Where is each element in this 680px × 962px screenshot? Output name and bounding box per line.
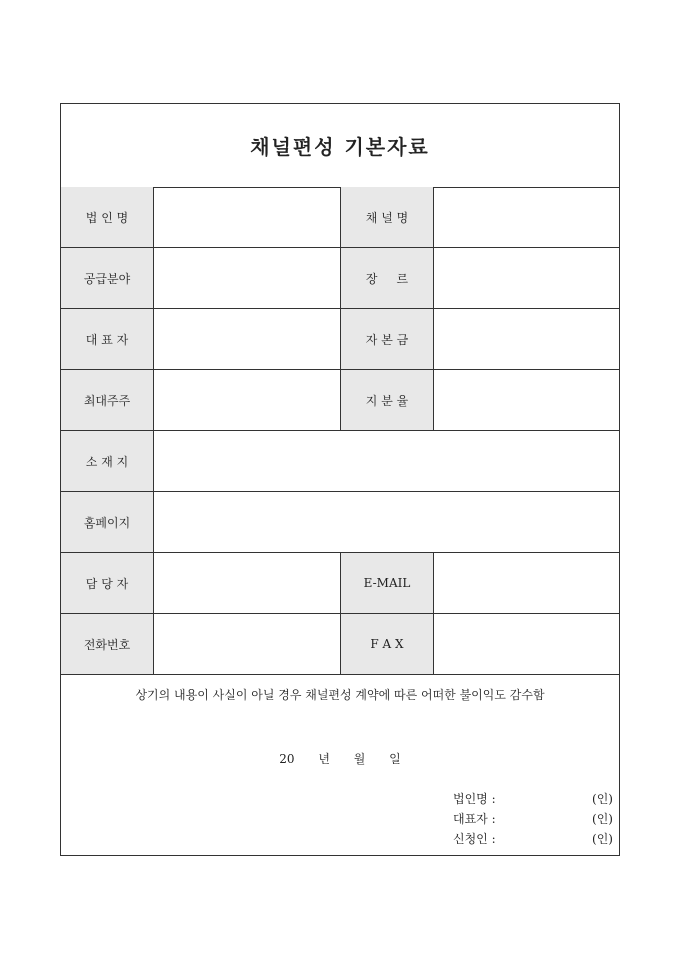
date-year: 20 (279, 752, 295, 766)
field-channel-name[interactable] (434, 187, 620, 247)
footer (61, 677, 619, 857)
field-share-ratio[interactable] (434, 370, 620, 430)
row-corporate-name (61, 187, 619, 248)
signature-label: 신청인 : (453, 832, 496, 846)
label-homepage: 홈페이지 (61, 492, 154, 552)
row-address (61, 431, 619, 492)
field-genre[interactable] (434, 248, 620, 308)
seal-mark: (인) (592, 832, 613, 846)
label-major-shareholder: 최대주주 (61, 370, 154, 430)
label-fax: F A X (341, 614, 434, 674)
label-corporate-name: 법 인 명 (61, 187, 154, 247)
field-supply-field[interactable] (154, 248, 341, 308)
label-capital: 자 본 금 (341, 309, 434, 369)
field-contact-person[interactable] (154, 553, 341, 613)
field-email[interactable] (434, 553, 620, 613)
signature-label: 대표자 : (453, 812, 496, 826)
signature-label: 법인명 : (453, 792, 496, 806)
field-phone[interactable] (154, 614, 341, 674)
label-phone: 전화번호 (61, 614, 154, 674)
label-share-ratio: 지 분 율 (341, 370, 434, 430)
date-month-unit: 월 (353, 752, 366, 766)
seal-mark: (인) (592, 812, 613, 826)
field-corporate-name[interactable] (154, 187, 341, 247)
row-phone (61, 614, 619, 675)
row-supply-field (61, 248, 619, 309)
label-supply-field: 공급분야 (61, 248, 154, 308)
field-capital[interactable] (434, 309, 620, 369)
label-email: E-MAIL (341, 553, 434, 613)
row-representative (61, 309, 619, 370)
field-address[interactable] (154, 431, 620, 491)
field-homepage[interactable] (154, 492, 620, 552)
date-year-unit: 년 (318, 752, 330, 766)
row-homepage (61, 492, 619, 553)
declaration-statement: 상기의 내용이 사실이 아닐 경우 채널편성 계약에 따른 어떠한 불이익도 감수함 (135, 688, 545, 702)
date-day-unit: 일 (389, 752, 401, 766)
seal-mark: (인) (592, 792, 613, 806)
row-major-shareholder (61, 370, 619, 431)
label-genre: 장 르 (341, 248, 434, 308)
label-address: 소 재 지 (61, 431, 154, 491)
field-representative[interactable] (154, 309, 341, 369)
date-line (61, 750, 619, 767)
label-channel-name: 채 널 명 (341, 187, 434, 247)
info-table (61, 187, 619, 675)
row-contact-person (61, 553, 619, 614)
label-contact-person: 담 당 자 (61, 553, 154, 613)
application-form (60, 103, 620, 856)
field-fax[interactable] (434, 614, 620, 674)
label-representative: 대 표 자 (61, 309, 154, 369)
field-major-shareholder[interactable] (154, 370, 341, 430)
title-row (61, 104, 619, 188)
form-title: 채널편성 기본자료 (250, 135, 430, 159)
